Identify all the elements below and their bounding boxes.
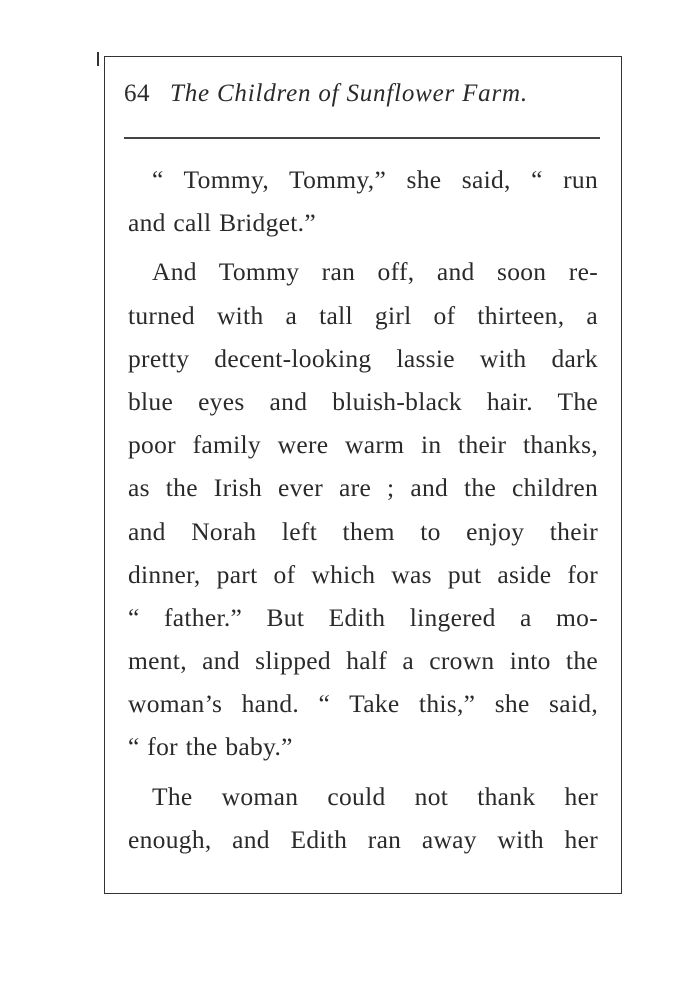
running-title: The Children of Sunflower Farm. [170, 80, 528, 107]
text-line: turned with a tall girl of thirteen, a [128, 300, 598, 330]
text-line: “ Tommy, Tommy,” she said, “ run [152, 165, 598, 194]
body-text [128, 158, 598, 861]
text-line: ment, and slipped half a crown into the [128, 646, 598, 676]
text-line: “ for the baby.” [128, 732, 293, 762]
paragraph-1 [128, 158, 598, 244]
text-line: woman’s hand. “ Take this,” she said, [128, 689, 598, 719]
text-line: blue eyes and bluish-black hair. The [128, 386, 598, 416]
text-line: And Tommy ran off, and soon re- [152, 257, 598, 287]
text-line: enough, and Edith ran away with her [128, 824, 598, 854]
frame-tick-mark [97, 52, 99, 66]
text-line: as the Irish ever are ; and the children [128, 473, 598, 503]
paragraph-3 [128, 775, 598, 861]
text-line: and Norah left them to enjoy their [128, 516, 598, 546]
text-line: poor family were warm in their thanks, [128, 430, 598, 460]
page-number: 64 [124, 80, 150, 107]
text-line: pretty decent-looking lassie with dark [128, 343, 598, 373]
paragraph-2 [128, 250, 598, 768]
text-line: “ father.” But Edith lingered a mo- [128, 602, 598, 632]
text-line: and call Bridget.” [128, 208, 316, 238]
page-header [124, 80, 602, 124]
text-line: The woman could not thank her [152, 781, 598, 811]
text-line: dinner, part of which was put aside for [128, 559, 598, 589]
header-rule [124, 137, 600, 139]
